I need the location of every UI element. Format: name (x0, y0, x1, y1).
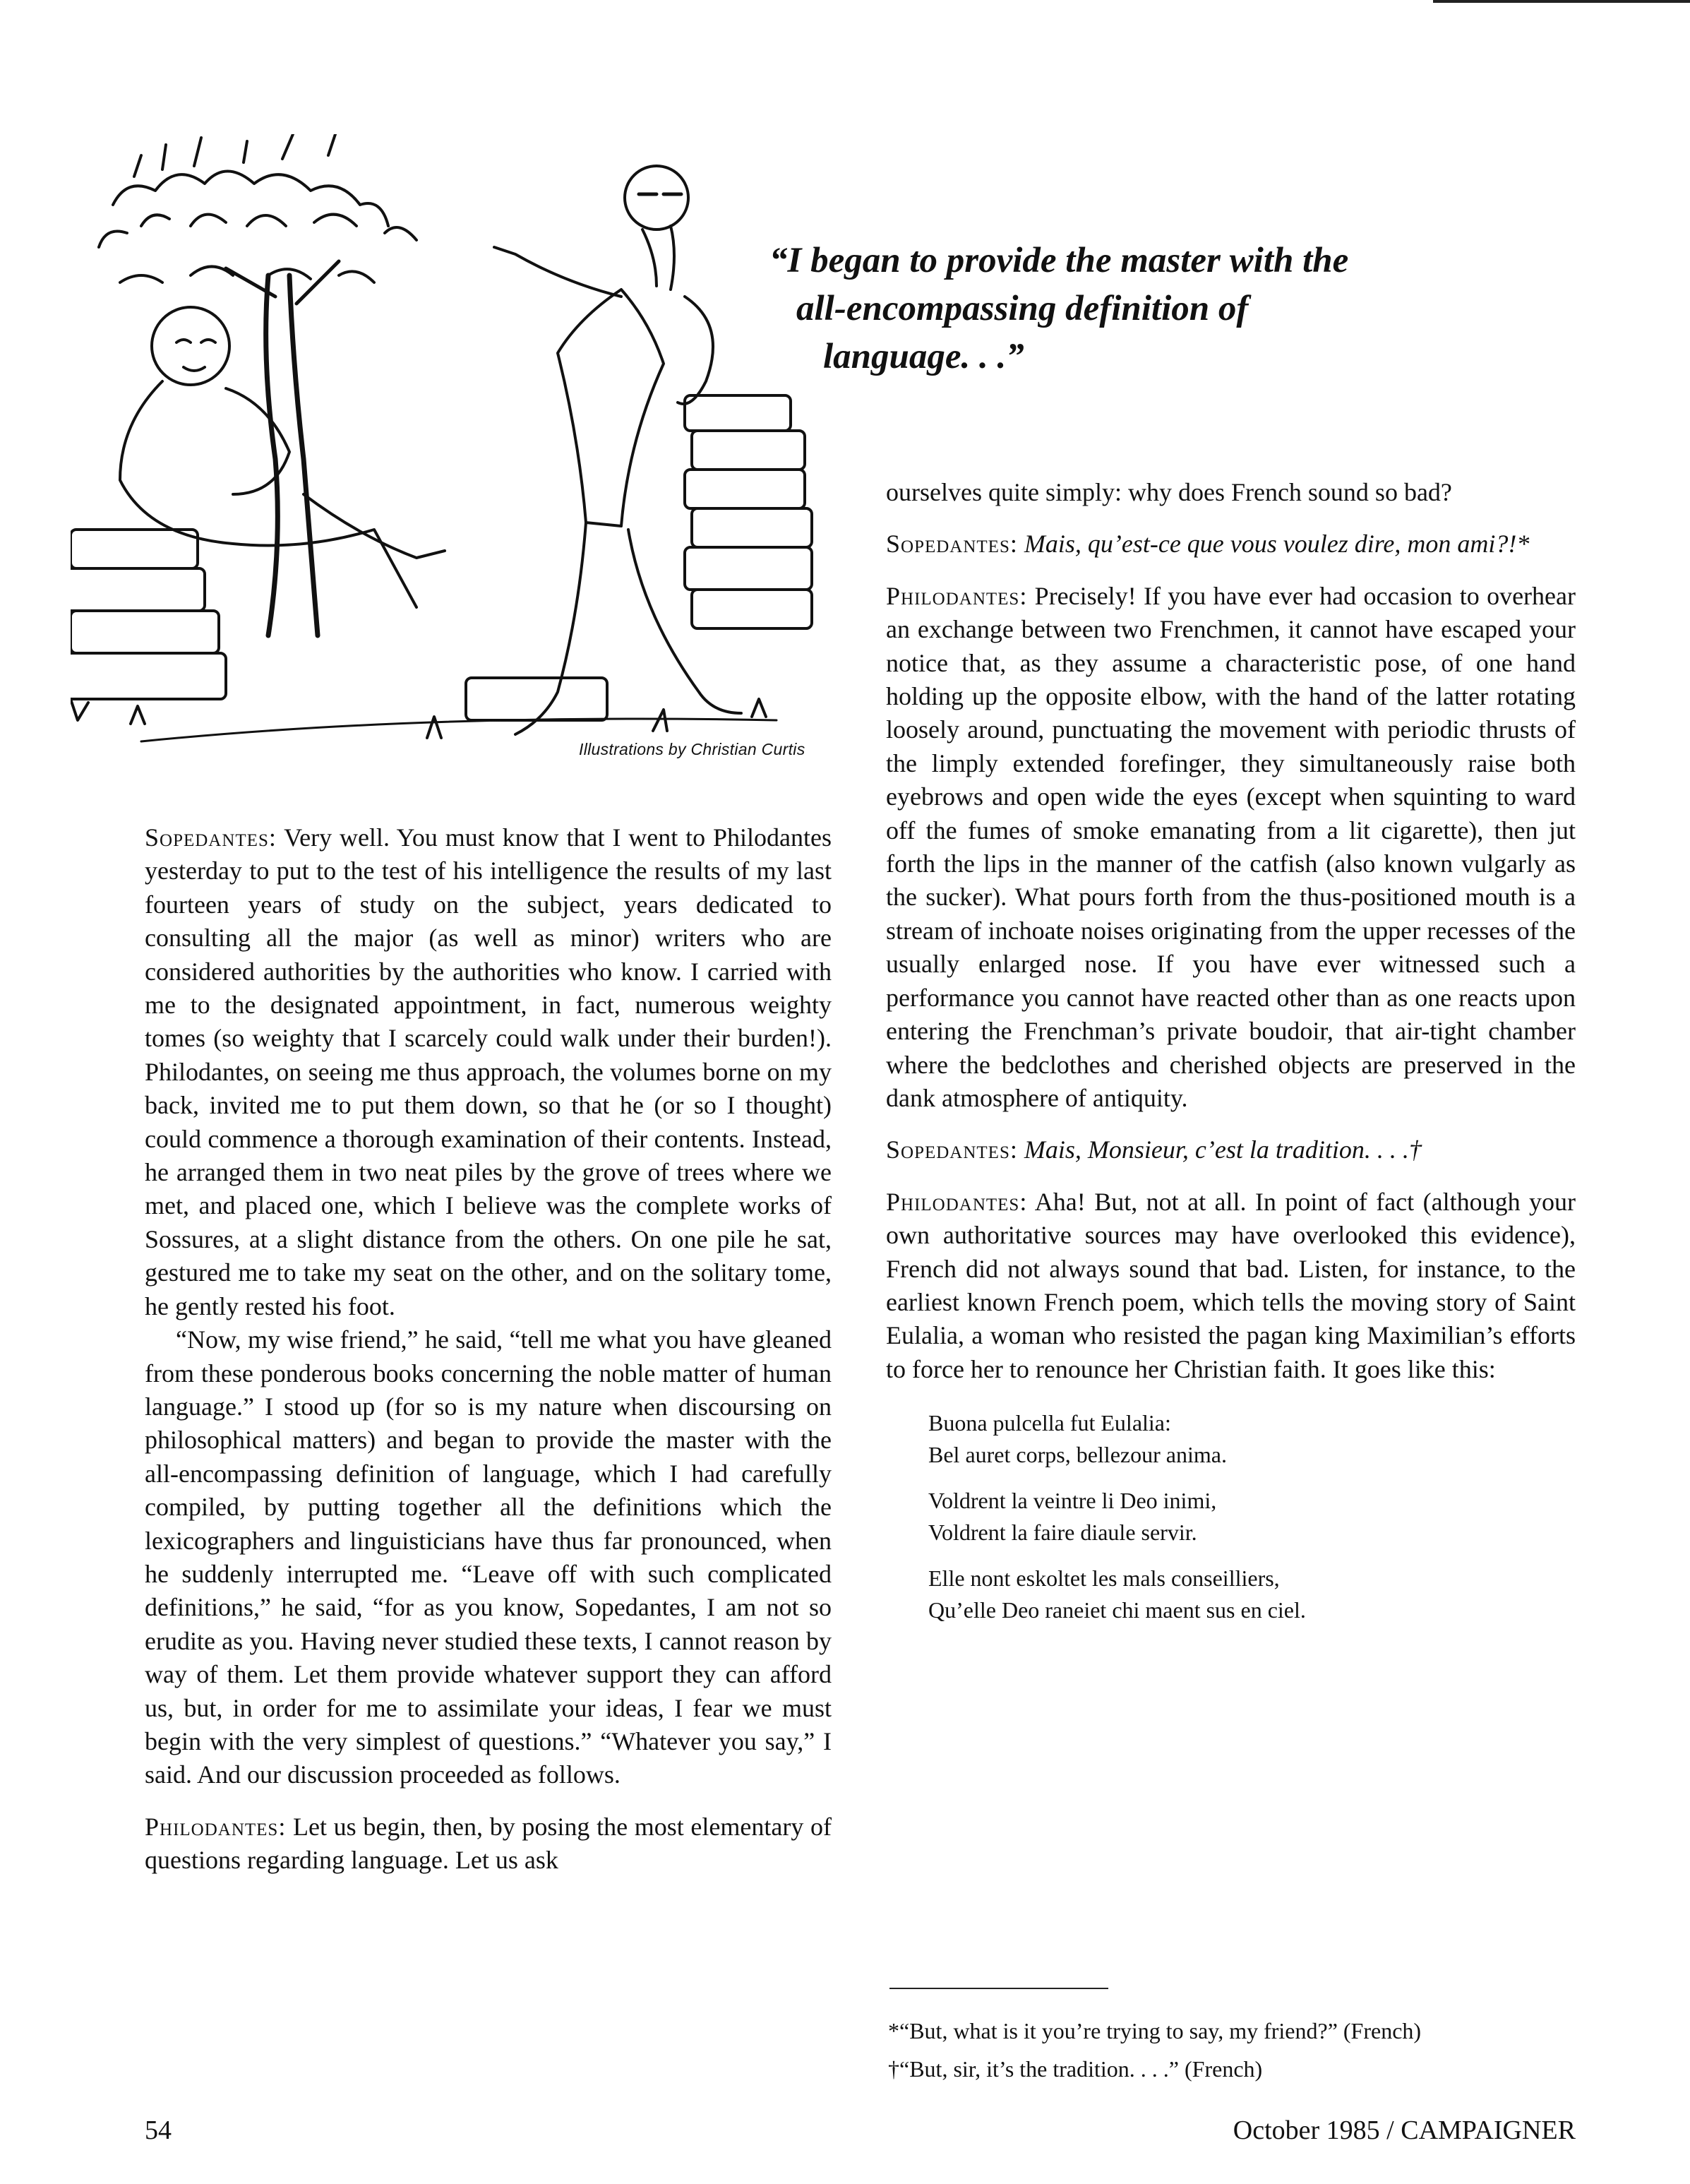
paragraph-text: Precisely! If you have ever had occasion to overhear an exchange between two Frenchmen, it cannot have escaped your notice that, as they assume a characteristic pose, of one hand holding up the opposite elbow, with the hand of the latter rotating loosely around, punctuating the movement with periodic thrusts of the limply extended forefinger, they simultaneously raise both eyebrows and open wide the eyes (except when squinting to ward off the fumes of smoke emanating from a lit cigarette), then jut forth the lips in the manner of the catfish (also known vulgarly as the sucker). What pours forth from the thus-positioned mouth is a stream of inchoate noises originating from the upper recesses of the usually enlarged nose. If you have ever witnessed such a performance you cannot have reacted other than as one reacts upon entering the Frenchman’s private boudoir, that air-tight chamber where the bedclothes and cherished objects are preserved in the dank atmosphere of antiquity. (886, 581, 1576, 1112)
paragraph: “Now, my wise friend,” he said, “tell me what you have gleaned from these ponderous books concerning the noble matter of human language.” I stood up (for so is my nature when discoursing on philosophical matters) and began to provide the master with the all-encompassing definition of language, which I had carefully compiled, by putting together all the definitions which the lexicographers and linguisticians have thus far pronounced, when he suddenly interrupted me. “Leave off with such complicated definitions,” he said, “for as you know, Sopedantes, I am not so erudite as you. Having never studied these texts, I cannot reason by way of them. Let them provide whatever support they can afford us, but, in order for me to assimilate your ideas, I fear we must begin with the very simplest of questions.” “Whatever you say,” I said. And our discussion proceeded as follows. (145, 1325, 832, 1789)
paragraph-text: Let us begin, then, by posing the most elementary of questions regarding language. Let us ask (145, 1812, 832, 1875)
pull-quote-line-2: all-encompassing definition of (796, 289, 1249, 328)
speaker-label: Sopedantes: (145, 823, 277, 852)
paragraph-text: Mais, Monsieur, c’est la tradition. . . .† (1017, 1135, 1422, 1164)
pull-quote-line-3: language. . .” (823, 337, 1024, 376)
paragraph-text: Aha! But, not at all. In point of fact (although your own authoritative sources may have overlooked this evidence), French did not always sound that bad. Listen, for instance, to the earliest known French poem, which tells the moving story of Saint Eulalia, a woman who resisted the pagan king Maximilian’s efforts to force her to renounce her Christian faith. It goes like this: (886, 1187, 1576, 1383)
poem-eulalia (928, 1407, 1576, 1626)
poem-line: Elle nont eskoltet les mals conseilliers, (928, 1565, 1280, 1592)
speaker-label: Sopedantes: (886, 1135, 1018, 1164)
left-column (145, 821, 832, 1878)
paragraph (886, 580, 1576, 1116)
speaker-label: Philodantes: (886, 1187, 1028, 1216)
paragraph (886, 1186, 1576, 1386)
speaker-label: Philodantes: (145, 1812, 287, 1841)
speaker-label: Sopedantes: (886, 530, 1018, 559)
paragraph-text: Very well. You must know that I went to Philodantes yesterday to put to the test of his intelligence the results of my last fourteen years of study on the subject, years dedicated to consulting all the major (as well as minor) writers who are considered authorities by the authorities who know. I carried with me to the designated appointment, in fact, numerous weighty tomes (so weighty that I scarcely could walk under their burden!). Philodantes, on seeing me thus approach, the volumes borne on my back, invited me to put them down, so that he (or so I thought) could commence a thorough examination of their contents. Instead, he arranged them in two neat piles by the grove of trees where we met, and placed one, which I believe was the complete works of Sossures, at a slight distance from the others. On one pile he sat, gestured me to take my seat on the other, and on the solitary tome, he gently rested his foot. (145, 823, 832, 1320)
poem-line: Voldrent la veintre li Deo inimi, (928, 1488, 1217, 1514)
poem-line: Voldrent la faire diaule servir. (928, 1520, 1197, 1546)
footnote-1: *“But, what is it you’re trying to say, my friend?” (French) (888, 2018, 1422, 2043)
paragraph-text: Mais, qu’est-ce que vous voulez dire, mon ami?!* (1017, 530, 1530, 559)
poem-stanza (928, 1485, 1576, 1549)
footnote-2: †“But, sir, it’s the tradition. . . .” (French) (888, 2056, 1263, 2082)
poem-stanza (928, 1563, 1576, 1626)
right-column (886, 476, 1576, 1640)
paragraph: ourselves quite simply: why does French sound so bad? (886, 478, 1452, 506)
pull-quote-line-1: “I began to provide the master with the (769, 241, 1349, 280)
paragraph (145, 821, 832, 1323)
paragraph (886, 1133, 1576, 1166)
poem-stanza (928, 1407, 1576, 1471)
top-rule (1433, 0, 1690, 3)
speaker-label: Philodantes: (886, 581, 1028, 610)
pull-quote (769, 237, 1475, 381)
poem-line: Buona pulcella fut Eulalia: (928, 1410, 1171, 1436)
paragraph (145, 1810, 832, 1878)
poem-line: Bel auret corps, bellezour anima. (928, 1442, 1227, 1468)
paragraph (886, 527, 1576, 561)
illustration-philosophers-under-tree (71, 134, 854, 770)
page-number: 54 (145, 2116, 172, 2145)
issue-line: October 1985 / CAMPAIGNER (1233, 2116, 1576, 2145)
illustration-credit: Illustrations by Christian Curtis (579, 740, 805, 758)
footnote-rule (889, 1988, 1108, 1989)
poem-line: Qu’elle Deo raneiet chi maent sus en ciel. (928, 1597, 1306, 1623)
